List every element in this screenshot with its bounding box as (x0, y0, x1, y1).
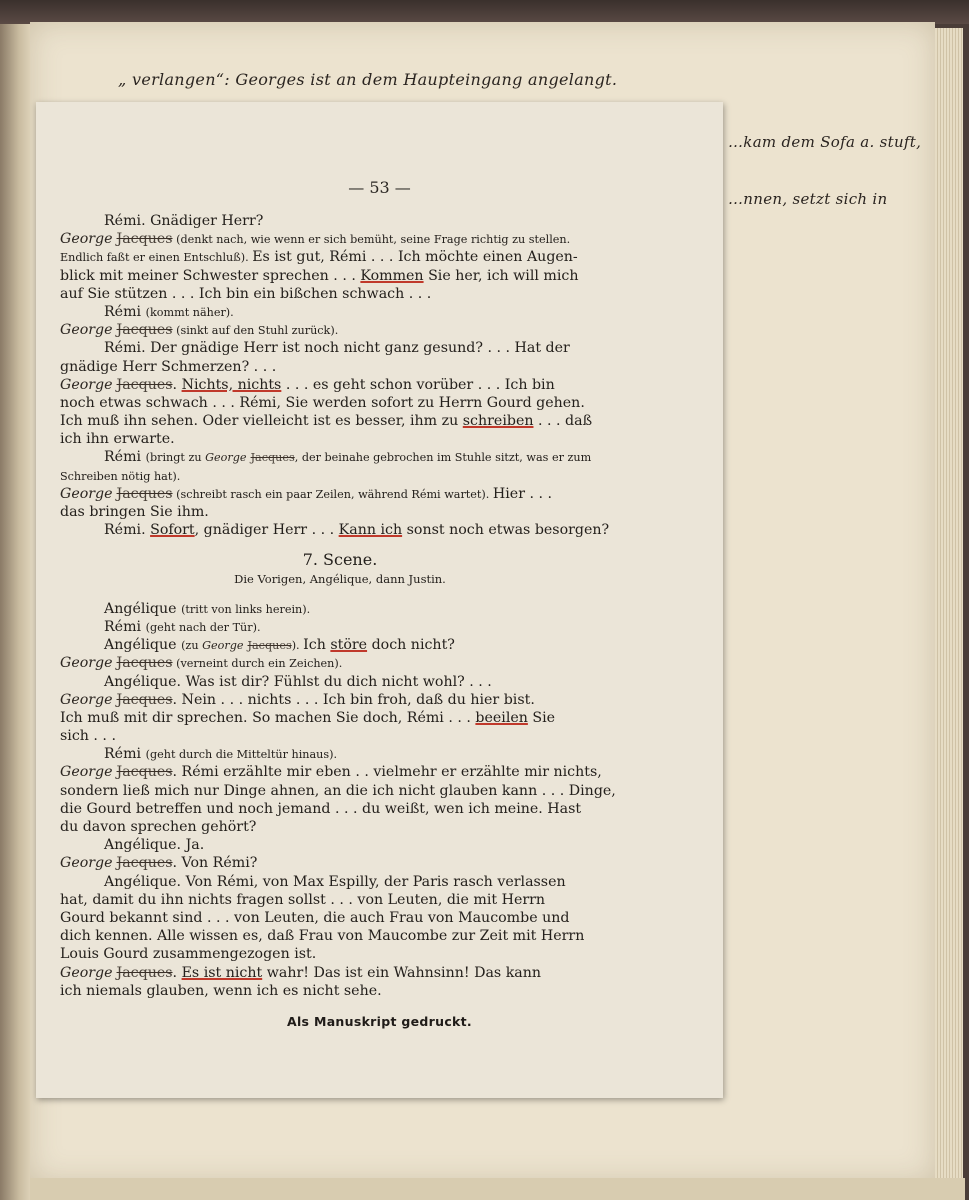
text-run: die Gourd betreffen und noch jemand . . . du weißt, wen ich meine. Hast (60, 800, 582, 817)
text-line (60, 212, 620, 230)
text-run: Jacques (116, 485, 173, 502)
scene-cast: Die Vorigen, Angélique, dann Justin. (234, 571, 446, 586)
text-run: George (60, 764, 113, 781)
text-line (60, 745, 620, 763)
text-run: gnädige Herr Schmerzen? . . . (60, 358, 277, 375)
text-run: Nichts, nichts (181, 376, 282, 393)
text-run: Sofort (150, 522, 195, 539)
text-line (60, 600, 620, 618)
text-line (60, 321, 620, 339)
text-line (60, 376, 620, 394)
text-run: George (60, 855, 113, 872)
text-run: Jacques (116, 231, 173, 248)
text-run: ich ihn erwarte. (60, 431, 175, 448)
text-line (60, 303, 620, 321)
text-run: Jacques (116, 964, 173, 981)
text-run: Kann ich (338, 522, 403, 539)
text-run: noch etwas schwach . . . Rémi, Sie werden sofort zu Herrn Gourd gehen. (60, 394, 585, 411)
text-line (60, 945, 620, 963)
book-gutter (0, 24, 32, 1200)
text-run: George (205, 451, 247, 465)
text-run: Rémi (104, 449, 146, 466)
text-line (60, 285, 620, 303)
text-run: George (60, 655, 113, 672)
text-run: Jacques (116, 655, 173, 672)
text-run: sich . . . (60, 728, 116, 745)
text-run: Schreiben nötig hat). (60, 469, 181, 483)
text-run: (geht durch die Mitteltür hinaus). (145, 748, 338, 762)
text-line (60, 267, 620, 285)
text-run: Angélique. Von Rémi, von Max Espilly, der Paris rasch verlassen (104, 873, 566, 890)
text-run: . (172, 376, 182, 393)
text-run: das bringen Sie ihm. (60, 504, 209, 520)
dialogue-part-2 (60, 600, 620, 1000)
text-run: (sinkt auf den Stuhl zurück). (172, 324, 339, 338)
text-line (60, 618, 620, 636)
text-run: . Nein . . . nichts . . . Ich bin froh, daß du hier bist. (172, 691, 535, 708)
text-run: George (60, 964, 113, 981)
text-run: Jacques (250, 451, 295, 465)
text-run: Jacques (116, 855, 173, 872)
text-line (60, 909, 620, 927)
footer-imprint: Als Manuskript gedruckt. (287, 1014, 472, 1029)
text-run: Rémi. Gnädiger Herr? (104, 213, 264, 229)
text-run: Angélique (104, 637, 182, 654)
printed-sheet (36, 102, 723, 1098)
text-line (60, 521, 620, 539)
text-run: Rémi (104, 618, 146, 635)
text-run: sonst noch etwas besorgen? (402, 522, 610, 539)
text-line (60, 927, 620, 945)
text-run: . . . es geht schon vorüber . . . Ich bin (281, 376, 555, 393)
handwritten-note-right-2: …nnen, setzt sich in (728, 190, 888, 208)
text-run: . . . daß (533, 413, 593, 430)
text-run: (bringt zu (145, 451, 206, 465)
text-run: doch nicht? (367, 637, 455, 654)
text-line (60, 358, 620, 376)
text-run: Jacques (116, 764, 173, 781)
text-line (60, 691, 620, 709)
text-line (60, 503, 620, 521)
text-run: Rémi. (104, 522, 151, 539)
text-line (60, 982, 620, 1000)
text-line (60, 763, 620, 781)
dialogue-part-1 (60, 212, 620, 539)
text-run: George (202, 639, 244, 653)
text-line (60, 873, 620, 891)
text-run: Ich (303, 637, 331, 654)
text-line (60, 430, 620, 448)
text-run: Kommen (360, 267, 424, 284)
text-run: blick mit meiner Schwester sprechen . . . (60, 267, 361, 284)
text-line (60, 800, 620, 818)
text-run: Hier . . . (492, 485, 553, 502)
text-line (60, 230, 620, 248)
text-run: Ich muß mit dir sprechen. So machen Sie doch, Rémi . . . (60, 709, 476, 726)
scene-title: 7. Scene. (302, 551, 378, 570)
text-run: wahr! Das ist ein Wahnsinn! Das kann (262, 964, 542, 981)
text-run: (schreibt rasch ein paar Zeilen, während Rémi wartet). (172, 487, 493, 501)
text-line (60, 248, 620, 266)
text-line (60, 891, 620, 909)
text-run: George (60, 485, 113, 502)
handwritten-note-top: „ verlangen“: Georges ist an dem Haupteingang angelangt. (118, 70, 618, 89)
text-run: störe (330, 637, 368, 654)
text-run: dich kennen. Alle wissen es, daß Frau von Maucombe zur Zeit mit Herrn (60, 928, 585, 945)
text-run: , der beinahe gebrochen im Stuhle sitzt, was er zum (294, 451, 592, 465)
text-run: (kommt näher). (145, 305, 234, 319)
text-run: Rémi (104, 303, 146, 320)
text-run: auf Sie stützen . . . Ich bin ein bißchen schwach . . . (60, 285, 432, 302)
text-run: beeilen (475, 709, 528, 726)
text-run: Jacques (116, 376, 173, 393)
text-run: Rémi. Der gnädige Herr ist noch nicht ganz gesund? . . . Hat der (104, 340, 570, 357)
text-run: schreiben (462, 413, 534, 430)
text-run: Sie her, ich will mich (423, 267, 579, 284)
text-run: . Rémi erzählte mir eben . . vielmehr er erzählte mir nichts, (172, 764, 602, 781)
text-run: George (60, 231, 113, 248)
text-run: Es ist gut, Rémi . . . Ich möchte einen Augen- (252, 249, 578, 266)
text-run: sondern ließ mich nur Dinge ahnen, an die ich nicht glauben kann . . . Dinge, (60, 782, 616, 799)
text-run: Gourd bekannt sind . . . von Leuten, die auch Frau von Maucombe und (60, 909, 570, 926)
text-run: George (60, 691, 113, 708)
text-run: Sie (527, 709, 556, 726)
text-line (60, 964, 620, 982)
text-run: du davon sprechen gehört? (60, 819, 257, 835)
text-run: . (172, 964, 182, 981)
text-line (60, 467, 620, 485)
text-run: Es ist nicht (181, 964, 263, 981)
text-run: hat, damit du ihn nichts fragen sollst . . . von Leuten, die mit Herrn (60, 891, 546, 908)
text-line (60, 485, 620, 503)
text-line (60, 636, 620, 654)
text-run: Endlich faßt er einen Entschluß). (60, 251, 253, 265)
text-line (60, 709, 620, 727)
page-number: — 53 — (348, 178, 411, 197)
text-run: Jacques (116, 691, 173, 708)
text-run: Angélique (104, 600, 182, 617)
text-line (60, 654, 620, 672)
text-run: Rémi (104, 746, 146, 763)
text-run: (verneint durch ein Zeichen). (172, 657, 343, 671)
text-line (60, 818, 620, 836)
text-line (60, 448, 620, 466)
text-run: ). (291, 639, 304, 653)
bottom-page-edge (30, 1178, 965, 1200)
text-run: George (60, 322, 113, 339)
text-line (60, 339, 620, 357)
text-run: George (60, 376, 113, 393)
book-cover-edge (0, 0, 969, 24)
text-run: Ich muß ihn sehen. Oder vielleicht ist es besser, ihm zu (60, 413, 463, 430)
text-run: (denkt nach, wie wenn er sich bemüht, seine Frage richtig zu stellen. (172, 233, 571, 247)
text-line (60, 394, 620, 412)
text-run: (geht nach der Tür). (145, 620, 261, 634)
text-line (60, 412, 620, 430)
text-line (60, 673, 620, 691)
text-line (60, 782, 620, 800)
handwritten-note-right-1: …kam dem Sofa a. stuft, (728, 133, 922, 151)
text-run: Angélique. Ja. (104, 837, 205, 854)
text-line (60, 854, 620, 872)
script-text (60, 212, 620, 1000)
text-run: Jacques (116, 322, 173, 339)
text-run: . Von Rémi? (172, 855, 258, 872)
text-run: Louis Gourd zusammengezogen ist. (60, 946, 317, 963)
text-line (60, 727, 620, 745)
page-edges (935, 28, 963, 1178)
text-run: (zu (181, 639, 203, 653)
text-run: Jacques (247, 639, 292, 653)
text-run: , gnädiger Herr . . . (194, 522, 339, 539)
text-line (60, 836, 620, 854)
text-run: Angélique. Was ist dir? Fühlst du dich nicht wohl? . . . (104, 673, 492, 690)
text-run: ich niemals glauben, wenn ich es nicht sehe. (60, 982, 382, 999)
text-run: (tritt von links herein). (181, 602, 311, 616)
